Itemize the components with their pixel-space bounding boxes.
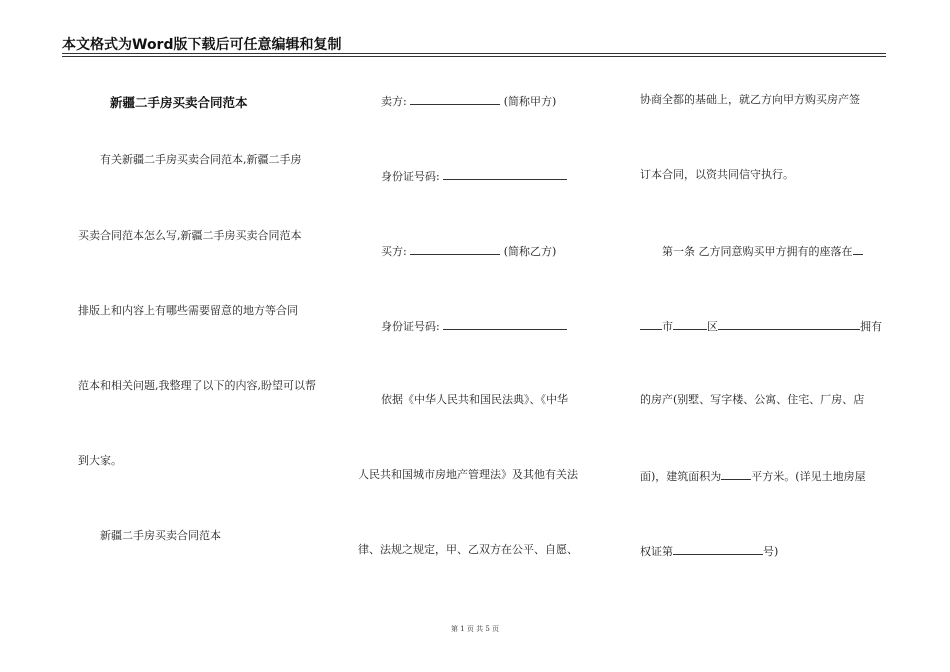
- buyer-label: 买方:: [381, 245, 407, 258]
- seller-row: [381, 93, 556, 109]
- col3-line-6: [640, 468, 866, 484]
- buyer-id-blank: [443, 318, 567, 330]
- area-label: 面)，建筑面积为: [640, 470, 722, 483]
- seller-label: 卖方:: [381, 95, 407, 108]
- col3-line-7: [640, 543, 778, 559]
- area-unit: 平方米。(详见土地房屋: [751, 470, 866, 483]
- owned-label: 拥有: [860, 320, 882, 333]
- certificate-blank: [673, 543, 763, 555]
- col1-line-1: 有关新疆二手房买卖合同范本,新疆二手房: [100, 153, 302, 166]
- buyer-blank: [410, 243, 500, 255]
- col1-line-2: 买卖合同范本怎么写,新疆二手房买卖合同范本: [78, 229, 302, 242]
- col1-line-4: 范本和相关问题,我整理了以下的内容,盼望可以帮: [78, 379, 316, 392]
- location-blank: [853, 243, 863, 255]
- header-rule-bottom: [62, 56, 886, 57]
- col3-line-3: [662, 243, 863, 259]
- col3-line-2: 订本合同，以资共同信守执行。: [640, 168, 794, 181]
- seller-id-label: 身份证号码:: [381, 170, 440, 183]
- col1-line-6: 新疆二手房买卖合同范本: [100, 529, 221, 542]
- seller-id-row: [381, 168, 567, 184]
- buyer-id-label: 身份证号码:: [381, 320, 440, 333]
- buyer-suffix: (简称乙方): [503, 245, 557, 258]
- district-blank: [673, 318, 707, 330]
- seller-id-blank: [443, 168, 567, 180]
- buyer-id-row: [381, 318, 567, 334]
- seller-blank: [410, 93, 500, 105]
- col3-line-5: 的房产(别墅、写字楼、公寓、住宅、厂房、店: [640, 393, 865, 406]
- certificate-label: 权证第: [640, 545, 673, 558]
- page-number: 第 1 页 共 5 页: [450, 625, 500, 633]
- city-label: 市: [662, 320, 673, 333]
- area-blank: [721, 468, 751, 480]
- col1-line-5: 到大家。: [78, 454, 122, 467]
- buyer-row: [381, 243, 556, 259]
- document-header: 本文格式为Word版下载后可任意编辑和复制: [62, 37, 342, 53]
- col1-line-3: 排版上和内容上有哪些需要留意的地方等合同: [78, 304, 298, 317]
- header-rule-top: [62, 53, 886, 54]
- col2-line-2: 人民共和国城市房地产管理法》及其他有关法: [358, 468, 578, 481]
- district-label: 区: [707, 320, 718, 333]
- col2-line-3: 律、法规之规定，甲、乙双方在公平、自愿、: [358, 543, 578, 556]
- document-title: 新疆二手房买卖合同范本: [110, 95, 248, 110]
- certificate-suffix: 号): [763, 545, 779, 558]
- col2-line-1: 依据《中华人民共和国民法典》、《中华: [381, 393, 568, 406]
- city-blank: [640, 318, 662, 330]
- seller-suffix: (简称甲方): [503, 95, 557, 108]
- col3-line-1: 协商全都的基础上，就乙方向甲方购买房产签: [640, 93, 860, 106]
- col3-line-4: [640, 318, 882, 334]
- article-one-text: 第一条 乙方同意购买甲方拥有的座落在: [662, 245, 853, 258]
- address-blank: [718, 318, 860, 330]
